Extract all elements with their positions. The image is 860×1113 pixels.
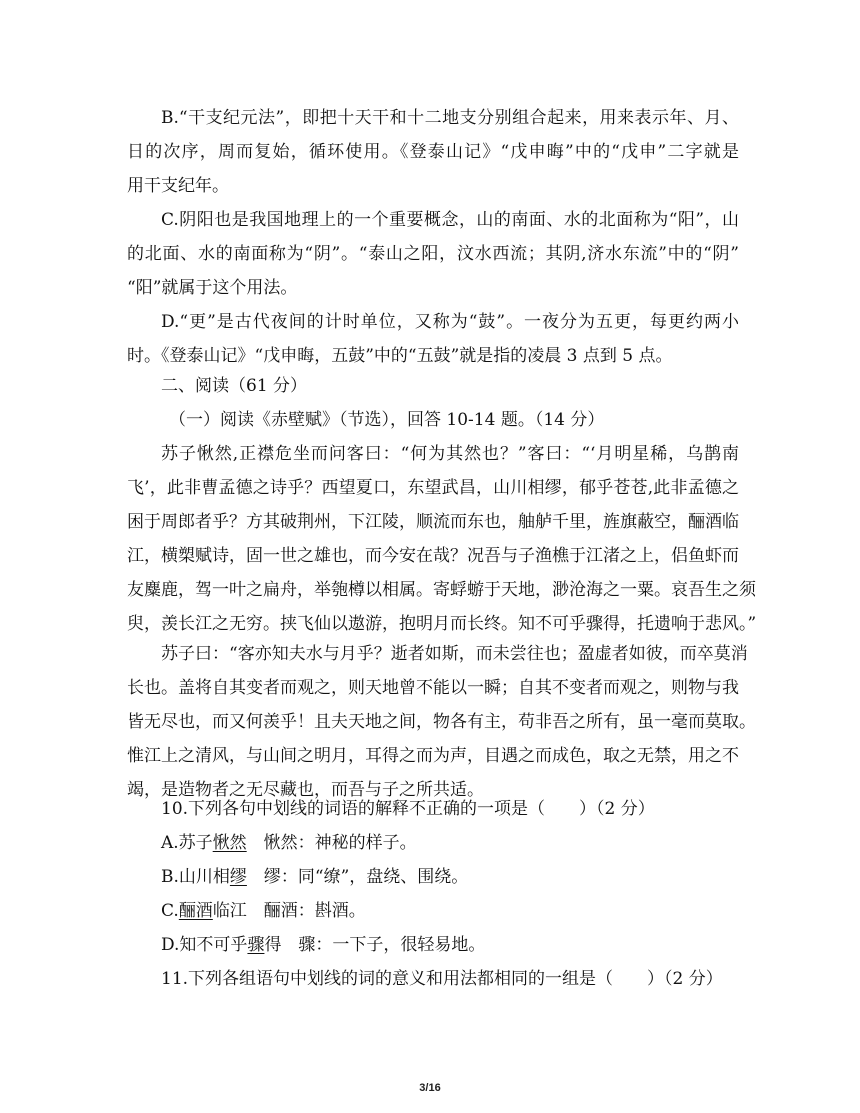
text-line: 长也。盖将自其变者而观之，则天地曾不能以一瞬；自其不变者而观之，则物与我 — [127, 678, 739, 698]
text-line: “阳”就属于这个用法。 — [127, 278, 298, 298]
text-line: 的北面、水的南面称为“阴”。“泰山之阳，汶水西流；其阴,济水东流”中的“阴” — [127, 244, 739, 264]
question-10-stem: 10.下列各句中划线的词语的解释不正确的一项是（ ）（2 分） — [161, 799, 655, 819]
text-line: 时。《登泰山记》“戊申晦，五鼓”中的“五鼓”就是指的凌晨 3 点到 5 点。 — [127, 346, 673, 366]
text-line: 日的次序，周而复始，循环使用。《登泰山记》“戊申晦”中的“戊申”二字就是 — [127, 142, 739, 162]
section-heading: 二、阅读（61 分） — [161, 376, 308, 396]
question-11-stem: 11.下列各组语句中划线的词的意义和用法都相同的一组是（ ）（2 分） — [161, 969, 723, 989]
text-line: 皆无尽也，而又何羡乎！且夫天地之间，物各有主，苟非吾之所有，虽一毫而莫取。 — [127, 712, 756, 732]
option-d-paragraph — [127, 305, 739, 373]
passage-paragraph-1 — [127, 437, 757, 641]
text-line: 江，横槊赋诗，固一世之雄也，而今安在哉？况吾与子渔樵于江渚之上，侣鱼虾而 — [127, 546, 739, 566]
question-10-option-c: C.酾酒临江 酾酒：斟酒。 — [161, 901, 366, 921]
question-10-option-a: A.苏子愀然 愀然：神秘的样子。 — [161, 833, 417, 853]
underlined-word: 愀然 — [212, 833, 247, 853]
underlined-word: 酾酒 — [178, 901, 213, 921]
text-line: 飞’，此非曹孟德之诗乎？西望夏口，东望武昌，山川相缪，郁乎苍苍,此非孟德之 — [127, 478, 739, 498]
text-line: 友麋鹿，驾一叶之扁舟，举匏樽以相属。寄蜉蝣于天地，渺沧海之一粟。哀吾生之须 — [127, 580, 756, 600]
subsection-heading: （一）阅读《赤壁赋》（节选），回答 10-14 题。（14 分） — [169, 410, 605, 430]
underlined-word: 骤 — [247, 935, 265, 955]
question-10-option-d: D.知不可乎骤得 骤：一下子，很轻易地。 — [161, 935, 486, 955]
text-line: 惟江上之清风，与山间之明月，耳得之而为声，目遇之而成色，取之无禁，用之不 — [127, 746, 739, 766]
text-line: 竭，是造物者之无尽藏也，而吾与子之所共适。 — [127, 780, 484, 800]
page-number: 3/16 — [419, 1082, 441, 1094]
text-line: 困于周郎者乎？方其破荆州，下江陵，顺流而东也，舳舻千里，旌旗蔽空，酾酒临 — [127, 512, 739, 532]
question-10-option-b: B.山川相缪 缪：同“缭”，盘绕、围绕。 — [161, 867, 469, 887]
text-line: 用干支纪年。 — [127, 176, 229, 196]
text-line: D.“更”是古代夜间的计时单位，又称为“鼓”。一夜分为五更，每更约两小 — [161, 312, 739, 332]
text-line: 苏子曰：“客亦知夫水与月乎？逝者如斯，而未尝往也；盈虚者如彼，而卒莫消 — [161, 644, 748, 664]
option-b-paragraph — [127, 101, 739, 203]
option-c-paragraph — [127, 203, 739, 305]
text-line: B.“干支纪元法”，即把十天干和十二地支分别组合起来，用来表示年、月、 — [161, 108, 739, 128]
passage-paragraph-2 — [127, 637, 756, 807]
text-line: 苏子愀然,正襟危坐而问客曰：“何为其然也？”客曰：“‘月明星稀，乌鹊南 — [161, 444, 739, 464]
text-line: C.阴阳也是我国地理上的一个重要概念，山的南面、水的北面称为“阳”，山 — [161, 210, 739, 230]
text-line: 臾，羡长江之无穷。挟飞仙以遨游，抱明月而长终。知不可乎骤得，托遗响于悲风。” — [127, 614, 757, 634]
underlined-word: 缪 — [229, 867, 247, 887]
